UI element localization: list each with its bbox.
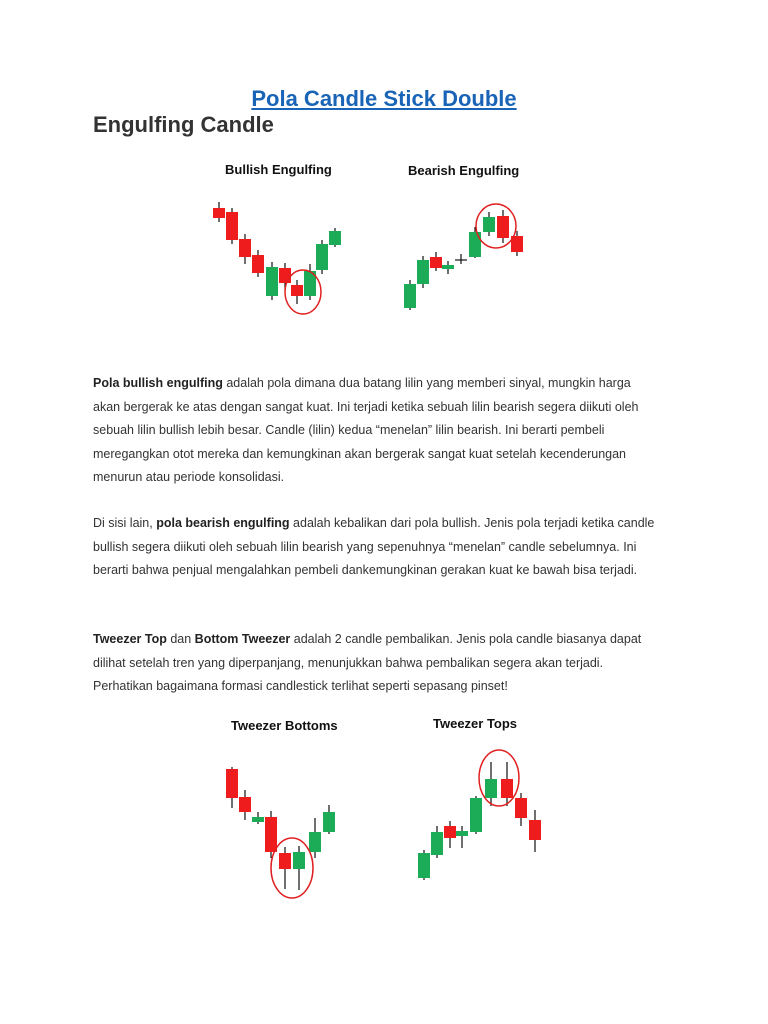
bearish-candle <box>511 231 523 256</box>
title-link[interactable]: Pola Candle Stick Double <box>251 86 517 111</box>
bullish-candle <box>417 256 429 288</box>
bearish-candle <box>529 810 541 852</box>
paragraph-bearish-engulfing <box>93 512 693 583</box>
bullish-candle <box>304 264 316 300</box>
text-line: menurun atau periode konsolidasi. <box>93 470 285 484</box>
bullish-candle <box>293 846 305 890</box>
bearish-candle <box>213 202 225 222</box>
text-run: adalah pola dimana dua batang lilin yang memberi sinyal, mungkin harga <box>222 376 631 390</box>
bullish-candle <box>483 212 495 236</box>
bearish-candle <box>239 790 251 820</box>
bullish-engulfing-figure <box>213 202 341 314</box>
bearish-candle <box>515 793 527 826</box>
highlight-circle <box>479 750 519 806</box>
text-run: Di sisi lain, <box>93 516 157 530</box>
highlight-circle <box>476 204 516 248</box>
bearish-engulfing-figure <box>404 204 523 310</box>
bullish-candle <box>404 280 416 310</box>
bearish-candle <box>252 250 264 277</box>
bullish-candle <box>309 818 321 858</box>
tweezer-bottoms-figure <box>226 767 335 898</box>
text-run: adalah kebalikan dari pola bullish. Jenis pola terjadi ketika candle <box>289 516 655 530</box>
bearish-engulfing-label: Bearish Engulfing <box>408 163 520 178</box>
bearish-candle <box>291 280 303 304</box>
bearish-candle <box>497 210 509 243</box>
bullish-candle <box>323 805 335 834</box>
bullish-candle <box>469 227 481 258</box>
doji-candle <box>455 254 467 264</box>
text-line: berarti bahwa penjual mengalahkan pembeli dankemungkinan gerakan kuat ke bawah bisa terjadi. <box>93 563 638 577</box>
bullish-engulfing-label: Bullish Engulfing <box>225 162 332 177</box>
bearish-candle <box>226 767 238 808</box>
tweezer-tops-label: Tweezer Tops <box>433 716 518 731</box>
bearish-candle <box>226 208 238 244</box>
bold-term: Tweezer Top <box>93 632 167 646</box>
bullish-candle <box>329 228 341 247</box>
text-run: dan <box>166 632 195 646</box>
text-line: bullish segera diikuti oleh sebuah lilin bearish yang sepenuhnya “menelan” candle sebelumnya. Ini <box>93 539 637 554</box>
text-line: Perhatikan bagaimana formasi candlestick terlihat seperti sepasang pinset! <box>93 679 508 693</box>
bold-term: Bottom Tweezer <box>194 632 291 646</box>
highlight-circle <box>271 838 313 898</box>
text-line: dilihat setelah tren yang diperpanjang, menunjukkan bahwa pembalikan segera akan terjadi. <box>93 655 604 670</box>
bullish-candle <box>442 261 454 274</box>
bold-term: pola bearish engulfing <box>156 516 290 530</box>
text-line: meregangkan otot mereka dan kemungkinan akan bergerak sangat kuat setelah kecenderungan <box>93 446 626 461</box>
paragraph-bullish-engulfing <box>93 372 693 490</box>
tweezer-tops-figure <box>418 750 541 880</box>
bullish-candle <box>470 796 482 834</box>
text-line: sebuah lilin bullish lebih besar. Candle (lilin) kedua “menelan” lilin bearish. Ini berarti pembeli <box>93 423 605 437</box>
bullish-candle <box>418 850 430 880</box>
bearish-candle <box>444 821 456 848</box>
page-subtitle: Engulfing Candle <box>93 112 274 137</box>
bearish-candle <box>430 252 442 271</box>
text-run: adalah 2 candle pembalikan. Jenis pola candle biasanya dapat <box>290 632 642 646</box>
bullish-candle <box>252 812 264 824</box>
bold-term: Pola bullish engulfing <box>93 376 223 390</box>
bullish-candle <box>431 826 443 858</box>
bearish-candle <box>279 847 291 889</box>
bearish-candle <box>239 234 251 264</box>
paragraph-tweezer <box>93 628 693 699</box>
tweezer-bottoms-label: Tweezer Bottoms <box>231 718 338 733</box>
bullish-candle <box>316 240 328 274</box>
text-line: akan bergerak ke atas dengan sangat kuat. Ini terjadi ketika sebuah lilin bearish segera diikuti oleh <box>93 399 639 414</box>
bullish-candle <box>266 262 278 300</box>
bullish-candle <box>456 826 468 848</box>
